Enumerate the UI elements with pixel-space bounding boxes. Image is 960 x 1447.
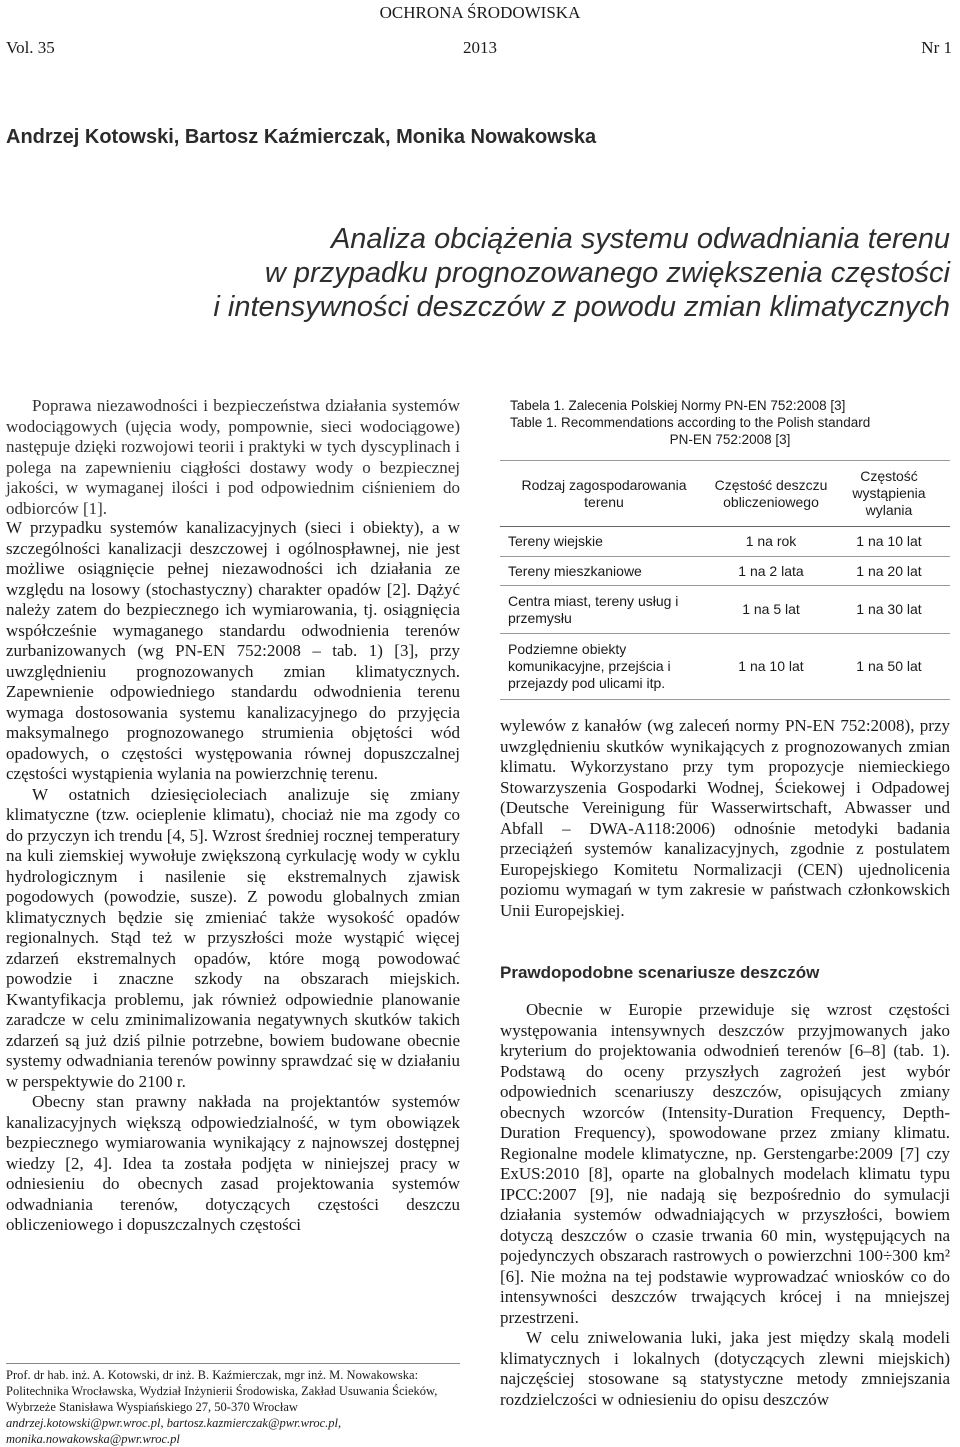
table-cell: 1 na 30 lat bbox=[828, 586, 950, 634]
affiliation-text: Prof. dr hab. inż. A. Kotowski, dr inż. B. Kaźmierczak, mgr inż. M. Nowakowska: Politechnika Wrocławska, Wydział Inżynierii Środowiska, Zakład Usuwania Ścieków, Wybrzeże Stanisława Wyspiańskiego 27, 50-370 Wrocław bbox=[6, 1368, 438, 1414]
table-row bbox=[500, 634, 950, 700]
table-cell: 1 na 2 lata bbox=[714, 557, 828, 586]
title-line: i intensywności deszczów z powodu zmian klimatycznych bbox=[213, 291, 950, 323]
body-paragraph: W ostatnich dziesięcioleciach analizuje się zmiany klimatyczne (tzw. ocieplenie klimatu), chociaż nie ma zgody co do przyczyn ich trendu [4, 5]. Wzrost średniej rocznej temperatury na kuli ziemskiej wywołuje zwiększoną cyrkulację wody w cyklu hydrologicznym i nasilenie się ekstremalnych zjawisk pogodowych (powodzie, susze). Z powodu globalnych zmian klimatycznych będzie się zmieniać także wysokość opadów regionalnych. Stąd też w przyszłości może wystąpić więcej zdarzeń ekstremalnych opadów, które mogą powodować powodzie i znaczne szkody na obszarach miejskich. Kwantyfikacja problemu, jak również odpowiednie planowanie zaradcze w celu zminimalizowania negatywnych skutków takich zdarzeń są już dziś pilnie potrzebne, bowiem budowane obecnie systemy odwadniania terenów powinny sprawdzać się w działaniu w perspektywie do 2100 r. bbox=[6, 784, 460, 1091]
body-paragraph: Obecny stan prawny nakłada na projektantów systemów kanalizacyjnych większą odpowiedzialność, w tym obowiązek bezpiecznego wymiarowania wynikający z najnowszej dostępnej wiedzy [2, 4]. Idea ta została podjęta w niniejszej pracy w odniesieniu do obecnych zasad projektowania systemów odwadniania terenów, dotyczących częstości deszczu obliczeniowego i dopuszczalnych częstości bbox=[6, 1092, 460, 1234]
author-emails: monika.nowakowska@pwr.wroc.pl bbox=[6, 1432, 180, 1446]
table-row bbox=[500, 586, 950, 634]
table-cell: Podziemne obiekty komunikacyjne, przejścia i przejazdy pod ulicami itp. bbox=[500, 634, 714, 700]
table-cell: Centra miast, tereny usług i przemysłu bbox=[500, 586, 714, 634]
column-header: Częstość deszczu obliczeniowego bbox=[714, 461, 828, 527]
body-paragraph: W przypadku systemów kanalizacyjnych (sieci i obiekty), a w szczególności kanalizacji deszczowej i ogólnospławnej, nie jest możliwe osiągnięcie pełnej niezawodności ich działania ze względu na losowy (stochastyczny) charakter opadów [2]. Dążyć należy zatem do bezpiecznego ich wymiarowania, tj. osiągnięcia współcześnie wymaganego standardu odwodnienia terenów zurbanizowanych (wg PN-EN 752:2008 – tab. 1) [3], przy uwzględnieniu prognozowanych zmian klimatycznych. Zapewnienie odpowiedniego standardu odwodnienia terenu wymaga dostosowania systemu kanalizacyjnego do przyjęcia maksymalnego prognozowanego strumienia objętości wód opadowych, o częstości występowania równej dopuszczalnej częstości wystąpienia wylania na powierzchnię terenu. bbox=[6, 518, 460, 783]
authors: Andrzej Kotowski, Bartosz Kaźmierczak, Monika Nowakowska bbox=[6, 126, 597, 148]
table-cell: Tereny mieszkaniowe bbox=[500, 557, 714, 586]
body-paragraph: Obecnie w Europie przewiduje się wzrost częstości występowania intensywnych deszczów przyjmowanych jako kryterium do projektowania odwodnień terenów [6–8] (tab. 1). Podstawą do oceny przyszłych zagrożeń jest wybór odpowiednich scenariuszy deszczów, opisujących zmiany obecnych wzorców (Intensity-Duration Frequency, Depth-Duration Frequency), spowodowane przez zmiany klimatu. Regionalne modele klimatyczne, np. Gerstengarbe:2009 [7] czy ExUS:2010 [8], oparte na globalnych modelach klimatu typu IPCC:2007 [9], nie nadają się bezpośrednio do symulacji działania systemów odwadniających w przyszłości, bowiem dotyczą deszczów o czasie trwania 60 min, występujących na pojedynczych obszarach rastrowych o powierzchni 100÷300 km² [6]. Nie można na tej podstawie wyprowadzać wniosków co do intensywności deszczów trwających krócej i na mniejszej przestrzeni. bbox=[500, 1000, 950, 1327]
abstract-text: Poprawa niezawodności i bezpieczeństwa działania systemów wodociągowych (ujęcia wody, pompownie, sieci wodociągowe) następuje dzięki rozwojowi teorii i praktyki w tych dyscyplinach i polega na zapewnieniu ciągłości dostawy wody o bezpiecznej jakości, w wymaganej ilości i pod odpowiednim ciśnieniem do odbiorców [1]. bbox=[6, 396, 460, 518]
volume-label: Vol. 35 bbox=[6, 38, 55, 57]
column-header: Rodzaj zagospodarowania terenu bbox=[500, 461, 714, 527]
section-heading: Prawdopodobne scenariusze deszczów bbox=[500, 963, 820, 982]
table-caption bbox=[510, 397, 950, 448]
table-cell: 1 na 5 lat bbox=[714, 586, 828, 634]
table-cell: 1 na rok bbox=[714, 527, 828, 557]
table-cell: 1 na 50 lat bbox=[828, 634, 950, 700]
abstract bbox=[6, 396, 460, 519]
left-column-body bbox=[6, 518, 460, 1236]
right-column-body-section bbox=[500, 1000, 950, 1410]
right-column-body bbox=[500, 716, 950, 921]
title-line: Analiza obciążenia systemu odwadniania terenu bbox=[330, 223, 950, 255]
table-cell: Tereny wiejskie bbox=[500, 527, 714, 557]
article-title bbox=[50, 222, 950, 324]
body-paragraph: wylewów z kanałów (wg zaleceń normy PN-EN 752:2008), przy uwzględnieniu skutków wynikających z prognozowanych zmian klimatu. Wykorzystano przy tym propozycje niemieckiego Stowarzyszenia Gospodarki Wodnej, Ściekowej i Odpadowej (Deutsche Vereinigung für Wasserwirtschaft, Abwasser und Abfall – DWA-A118:2006) odnośnie metodyki badania przeciążeń systemów kanalizacyjnych, zgodnie z postulatem Europejskiego Komitetu Normalizacji (CEN) ujednolicenia poziomu wymagań w tym zakresie w państwach członkowskich Unii Europejskiej. bbox=[500, 716, 950, 920]
author-emails: andrzej.kotowski@pwr.wroc.pl, bartosz.kazmierczak@pwr.wroc.pl, bbox=[6, 1416, 342, 1430]
caption-polish: Tabela 1. Zalecenia Polskiej Normy PN-EN 752:2008 [3] bbox=[510, 398, 846, 413]
journal-name: OCHRONA ŚRODOWISKA bbox=[379, 3, 581, 22]
body-paragraph: W celu zniwelowania luki, jaka jest między skalą modeli klimatycznych i lokalnych (dotyczących zlewni miejskich) najczęściej stosowane są statystyczne metody zmniejszania rozdzielczości w odniesieniu do opisu deszczów bbox=[500, 1328, 950, 1409]
table-row bbox=[500, 557, 950, 586]
year-label: 2013 bbox=[463, 38, 497, 57]
table-header-row bbox=[500, 461, 950, 527]
recommendations-table bbox=[500, 460, 950, 700]
title-line: w przypadku prognozowanego zwiększenia częstości bbox=[264, 257, 950, 289]
table-cell: 1 na 10 lat bbox=[828, 527, 950, 557]
caption-english-cont: PN-EN 752:2008 [3] bbox=[669, 432, 791, 447]
caption-english: Table 1. Recommendations according to the Polish standard bbox=[510, 415, 871, 430]
footnote-divider bbox=[6, 1363, 460, 1364]
issue-number: Nr 1 bbox=[921, 38, 952, 57]
author-footnote bbox=[6, 1367, 460, 1447]
table-cell: 1 na 20 lat bbox=[828, 557, 950, 586]
table-row bbox=[500, 527, 950, 557]
table-cell: 1 na 10 lat bbox=[714, 634, 828, 700]
column-header: Częstość wystąpienia wylania bbox=[828, 461, 950, 527]
